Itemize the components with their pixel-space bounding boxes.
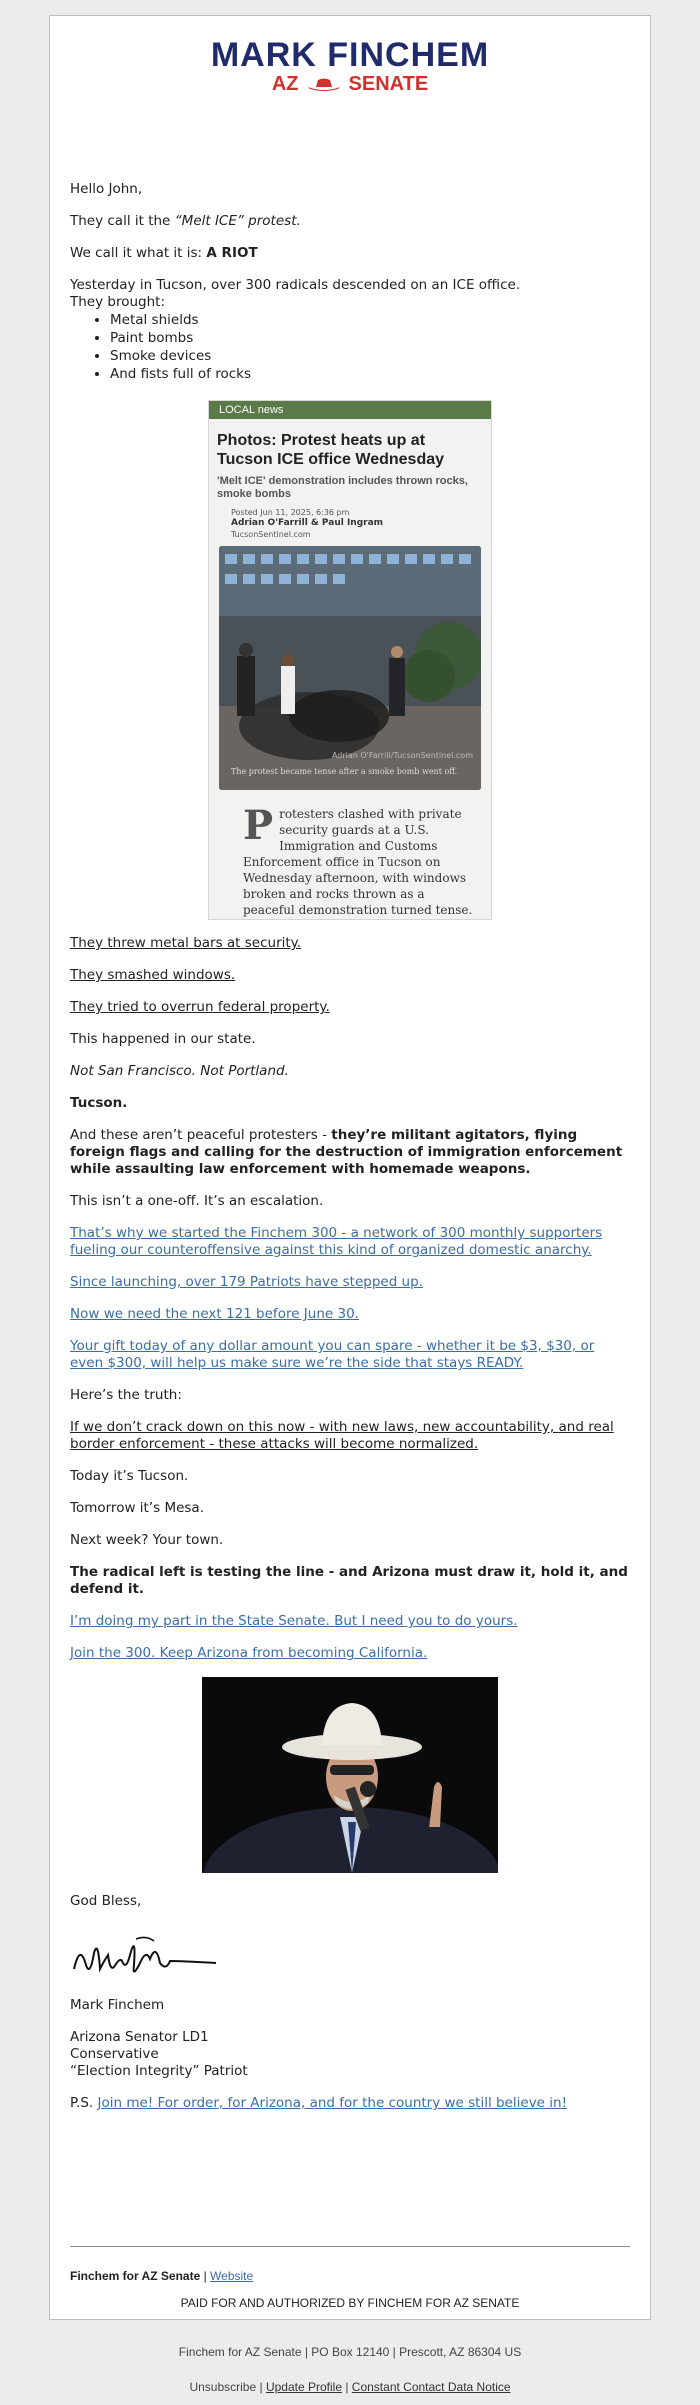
news-byline: Adrian O'Farrill & Paul Ingram	[231, 518, 384, 528]
website-link[interactable]: Website	[210, 2269, 254, 2283]
state-senate-link[interactable]: I’m doing my part in the State Senate. But I need you to do yours.	[70, 1613, 518, 1629]
list-item: • And fists full of rocks	[110, 365, 630, 383]
constant-contact-link[interactable]: Constant Contact Data Notice	[351, 2380, 511, 2394]
join-300-link[interactable]: Join the 300. Keep Arizona from becoming California.	[70, 1645, 428, 1661]
news-clipping-image	[208, 400, 492, 920]
cowboy-hat-icon	[307, 77, 341, 91]
paid-for-disclaimer: PAID FOR AND AUTHORIZED BY FINCHEM FOR AZ SENATE	[180, 2296, 520, 2310]
patriots-link[interactable]: Since launching, over 179 Patriots have stepped up.	[70, 1274, 423, 1290]
photo-caption: The protest became tense after a smoke bomb went off.	[231, 767, 458, 776]
news-posted: Posted Jun 11, 2025, 6:36 pm	[231, 508, 350, 517]
list-item: • Paint bombs	[110, 329, 630, 347]
finchem-300-link[interactable]: That’s why we started the Finchem 300 - a network of 300 monthly supporters fueling our counteroffensive against this kind of organized domestic anarchy.	[70, 1225, 603, 1258]
news-section-bar: LOCAL news	[209, 401, 491, 419]
news-headline: Photos: Protest heats up at Tucson ICE office Wednesday	[217, 432, 445, 468]
news-subhead: 'Melt ICE' demonstration includes thrown rocks, smoke bombs	[217, 475, 468, 500]
news-site: TucsonSentinel.com	[231, 530, 311, 539]
candidate-photo	[202, 1677, 498, 1873]
protest-photo	[219, 546, 481, 790]
signature-image	[70, 1925, 220, 1985]
email-card	[49, 15, 651, 2320]
logo-name: MARK FINCHEM	[210, 36, 490, 74]
email-body: Hello John, They call it the “Melt ICE” protest. We call it what it is: A RIOT Yesterday in Tucson, over 300 radicals descended on an ICE office. They brought: • Metal shields • Paint bombs • Smoke devices • And fists full of rocks LOCAL news Photos: Protest heats up at Tucson ICE office Wednesday 'Melt ICE' demonstration includes thrown rocks, smoke bombs Posted Jun 11, 2025, 6:36 pm Adrian O'Farrill & Paul Ingram TucsonSentinel.com Adrian O'Farrill/TucsonSentinel.com The protest became tense after a smoke bomb went off. Protesters clashed with private security guards at a U.S. Immigration and Customs Enforcement office in Tucson on Wednesday afternoon, with windows broken and rocks thrown as a peaceful demonstration turned tense. They threw metal bars at security. They smashed windows. They tried to overrun federal property. This happened in our state. Not San Francisco. Not Portland. Tucson. And these aren’t peaceful protesters - they’re militant agitators, flying foreign flags and calling for the destruction of immigration enforcement while assaulting law enforcement with homemade weapons. This isn’t a one-off. It’s an escalation. That’s why we started the Finchem 300 - a network of 300 monthly supporters fueling our counteroffensive against this kind of organized domestic anarchy. Since launching, over 179 Patriots have stepped up. Now we need the next 121 before June 30. Your gift today of any dollar amount you can spare - whether it be $3, $30, or even $300, will help us make sure we’re the side that stays READY. Here’s the truth: If we don’t crack down on this now - with new laws, new accountability, and real border enforcement - these attacks will become normalized. Today it’s Tucson. Tomorrow it’s Mesa. Next week? Your town. The radical left is testing the line - and Arizona must draw it, hold it, and defend it. I’m doing my part in the State Senate. But I need you to do yours. Join the 300. Keep Arizona from becoming California. God Bless, Mark Finchem Arizona Senator LD1 Conservative “Election Integrity” Patriot P.S. Join me! For order, for Arizona, and for the country we still believe in!	[70, 181, 630, 2112]
brought-list	[110, 311, 630, 383]
list-item: • Smoke devices	[110, 347, 630, 365]
unsubscribe-link[interactable]: Unsubscribe	[189, 2380, 257, 2394]
next-121-link[interactable]: Now we need the next 121 before June 30.	[70, 1306, 359, 1322]
campaign-logo	[50, 38, 650, 95]
update-profile-link[interactable]: Update Profile	[265, 2380, 342, 2394]
greeting: Hello John,	[70, 181, 143, 197]
photo-credit: Adrian O'Farrill/TucsonSentinel.com	[331, 751, 473, 760]
footer-org: Finchem for AZ Senate | Website	[70, 2269, 254, 2283]
drop-cap: P	[243, 802, 274, 849]
ps-join-link[interactable]: Join me! For order, for Arizona, and for the country we still believe in!	[97, 2095, 567, 2111]
footer-links: Unsubscribe | Update Profile | Constant Contact Data Notice	[189, 2380, 511, 2394]
list-item: • Metal shields	[110, 311, 630, 329]
news-article-text: Protesters clashed with private security guards at a U.S. Immigration and Customs Enforcement office in Tucson on Wednesday afternoon, with windows broken and rocks thrown as a peaceful demonstration turned tense.	[243, 802, 473, 917]
mailing-address: Finchem for AZ Senate | PO Box 12140 | Prescott, AZ 86304 US	[178, 2345, 522, 2359]
footer-divider	[70, 2246, 630, 2247]
logo-az: AZ	[271, 73, 299, 95]
donate-link[interactable]: Your gift today of any dollar amount you can spare - whether it be $3, $30, or even $300, will help us make sure we’re the side that stays READY.	[70, 1338, 595, 1371]
logo-senate: SENATE	[348, 73, 429, 95]
signer-name: Mark Finchem	[70, 1997, 165, 2013]
